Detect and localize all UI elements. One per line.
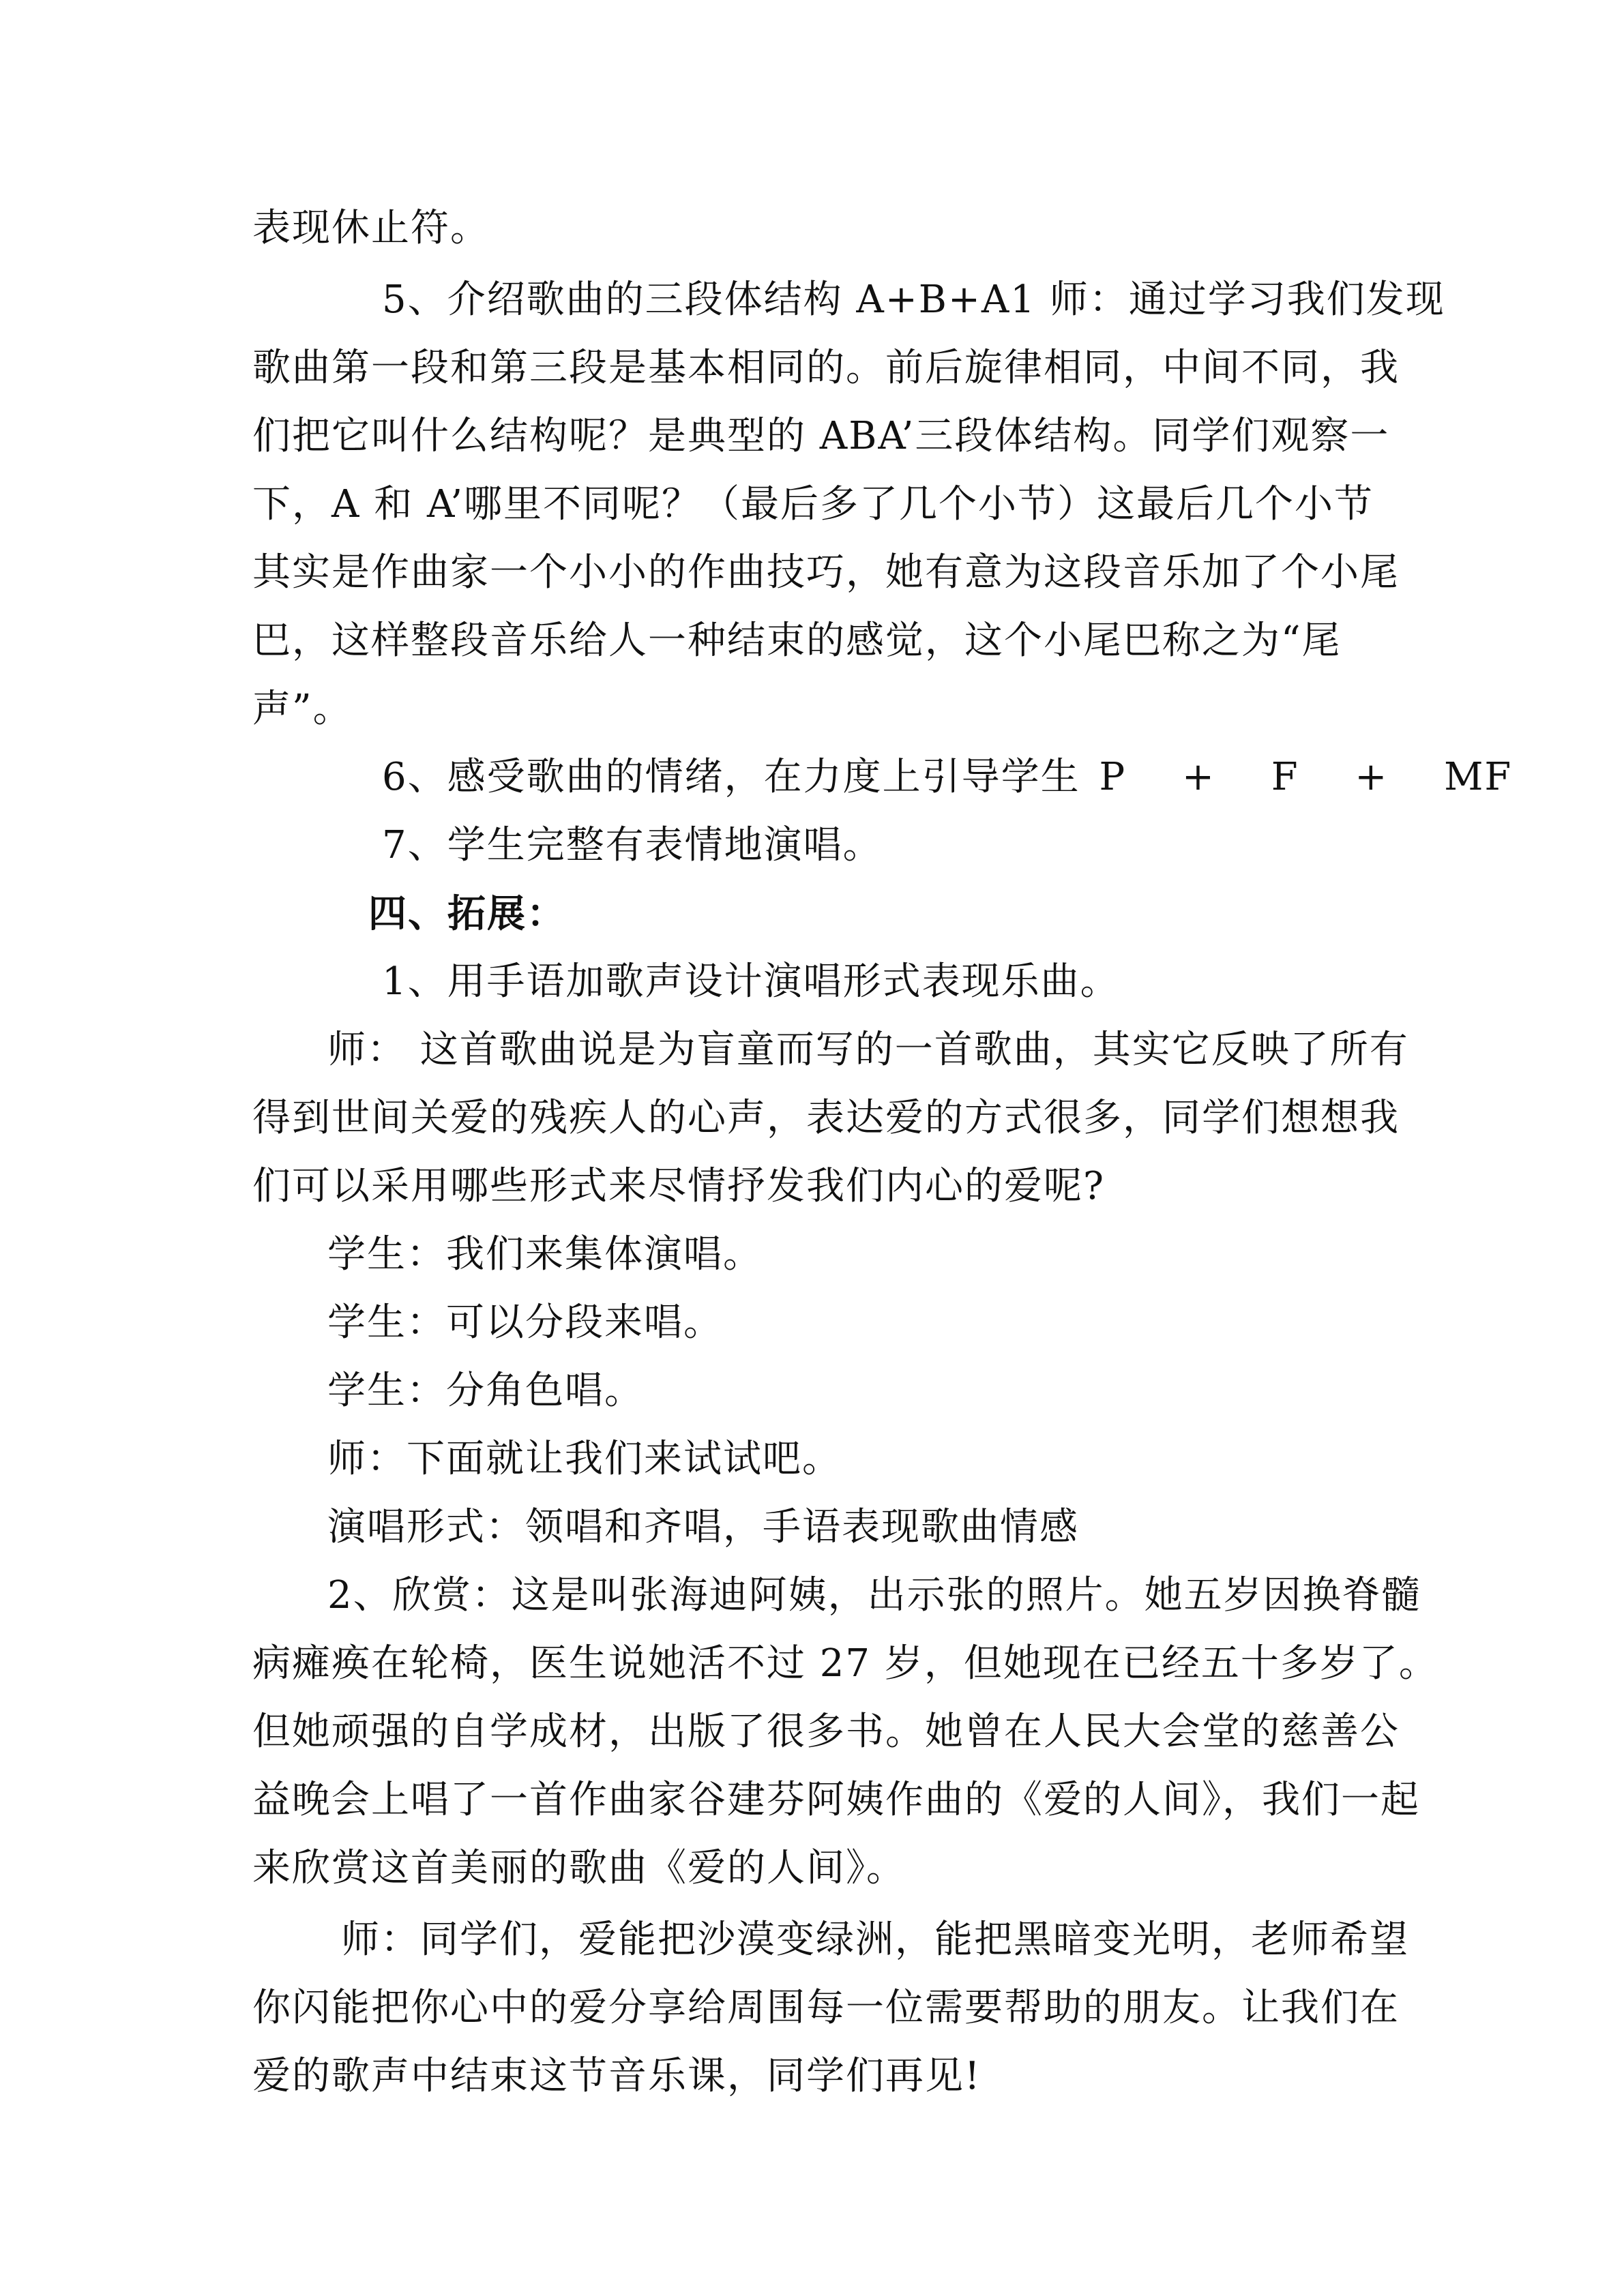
text-line: 5、介绍歌曲的三段体结构 A+B+A1 师：通过学习我们发现 xyxy=(382,278,1445,322)
text-line: 表现休止符。 xyxy=(252,206,490,250)
section-heading: 四、拓展： xyxy=(368,891,566,936)
dynamic-mark: F xyxy=(1271,755,1299,799)
text-line: 演唱形式：领唱和齐唱，手语表现歌曲情感 xyxy=(327,1505,1079,1549)
dynamics-intro: 6、感受歌曲的情绪，在力度上引导学生 xyxy=(382,755,1080,799)
text-line: 但她顽强的自学成材，出版了很多书。她曾在人民大会堂的慈善公 xyxy=(252,1710,1400,1754)
text-line: 们可以采用哪些形式来尽情抒发我们内心的爱呢? xyxy=(252,1164,1106,1208)
text-line: 益晚会上唱了一首作曲家谷建芬阿姨作曲的《爱的人间》，我们一起 xyxy=(252,1778,1420,1822)
text-line: 7、学生完整有表情地演唱。 xyxy=(382,823,883,867)
text-line: 得到世间关爱的残疾人的心声，表达爱的方式很多，同学们想想我 xyxy=(252,1096,1400,1140)
dynamics-line xyxy=(382,754,1512,801)
dynamic-plus: + xyxy=(1181,755,1215,799)
text-line: 巴，这样整段音乐给人一种结束的感觉，这个小尾巴称之为“尾 xyxy=(252,618,1342,663)
text-line: 1、用手语加歌声设计演唱形式表现乐曲。 xyxy=(382,959,1120,1004)
text-line: 学生：分角色唱。 xyxy=(327,1369,644,1413)
text-line: 爱的歌声中结束这节音乐课，同学们再见! xyxy=(252,2054,981,2098)
text-line: 师： 这首歌曲说是为盲童而写的一首歌曲，其实它反映了所有 xyxy=(327,1028,1409,1072)
dynamic-mark: MF xyxy=(1444,755,1513,799)
text-line: 学生：可以分段来唱。 xyxy=(327,1300,723,1345)
dynamic-plus: + xyxy=(1355,755,1389,799)
text-line: 声”。 xyxy=(252,687,353,731)
dynamic-mark: P xyxy=(1099,755,1127,799)
text-line: 来欣赏这首美丽的歌曲《爱的人间》。 xyxy=(252,1846,906,1890)
text-line: 师：下面就让我们来试试吧。 xyxy=(327,1437,842,1481)
text-line: 师：同学们，爱能把沙漠变绿洲，能把黑暗变光明，老师希望 xyxy=(341,1918,1409,1962)
text-line: 病瘫痪在轮椅，医生说她活不过 27 岁，但她现在已经五十多岁了。 xyxy=(252,1641,1438,1686)
text-line: 学生：我们来集体演唱。 xyxy=(327,1232,763,1277)
text-line: 下，A 和 A’哪里不同呢？（最后多了几个小节）这最后几个小节 xyxy=(252,482,1374,526)
text-line: 们把它叫什么结构呢？是典型的 ABA’三段体结构。同学们观察一 xyxy=(252,414,1390,458)
text-line: 其实是作曲家一个小小的作曲技巧，她有意为这段音乐加了个小尾 xyxy=(252,550,1400,595)
text-line: 歌曲第一段和第三段是基本相同的。前后旋律相同，中间不同，我 xyxy=(252,346,1400,390)
text-line: 你闪能把你心中的爱分享给周围每一位需要帮助的朋友。让我们在 xyxy=(252,1986,1400,2030)
text-line: 2、欣赏：这是叫张海迪阿姨，出示张的照片。她五岁因换脊髓 xyxy=(327,1573,1421,1617)
